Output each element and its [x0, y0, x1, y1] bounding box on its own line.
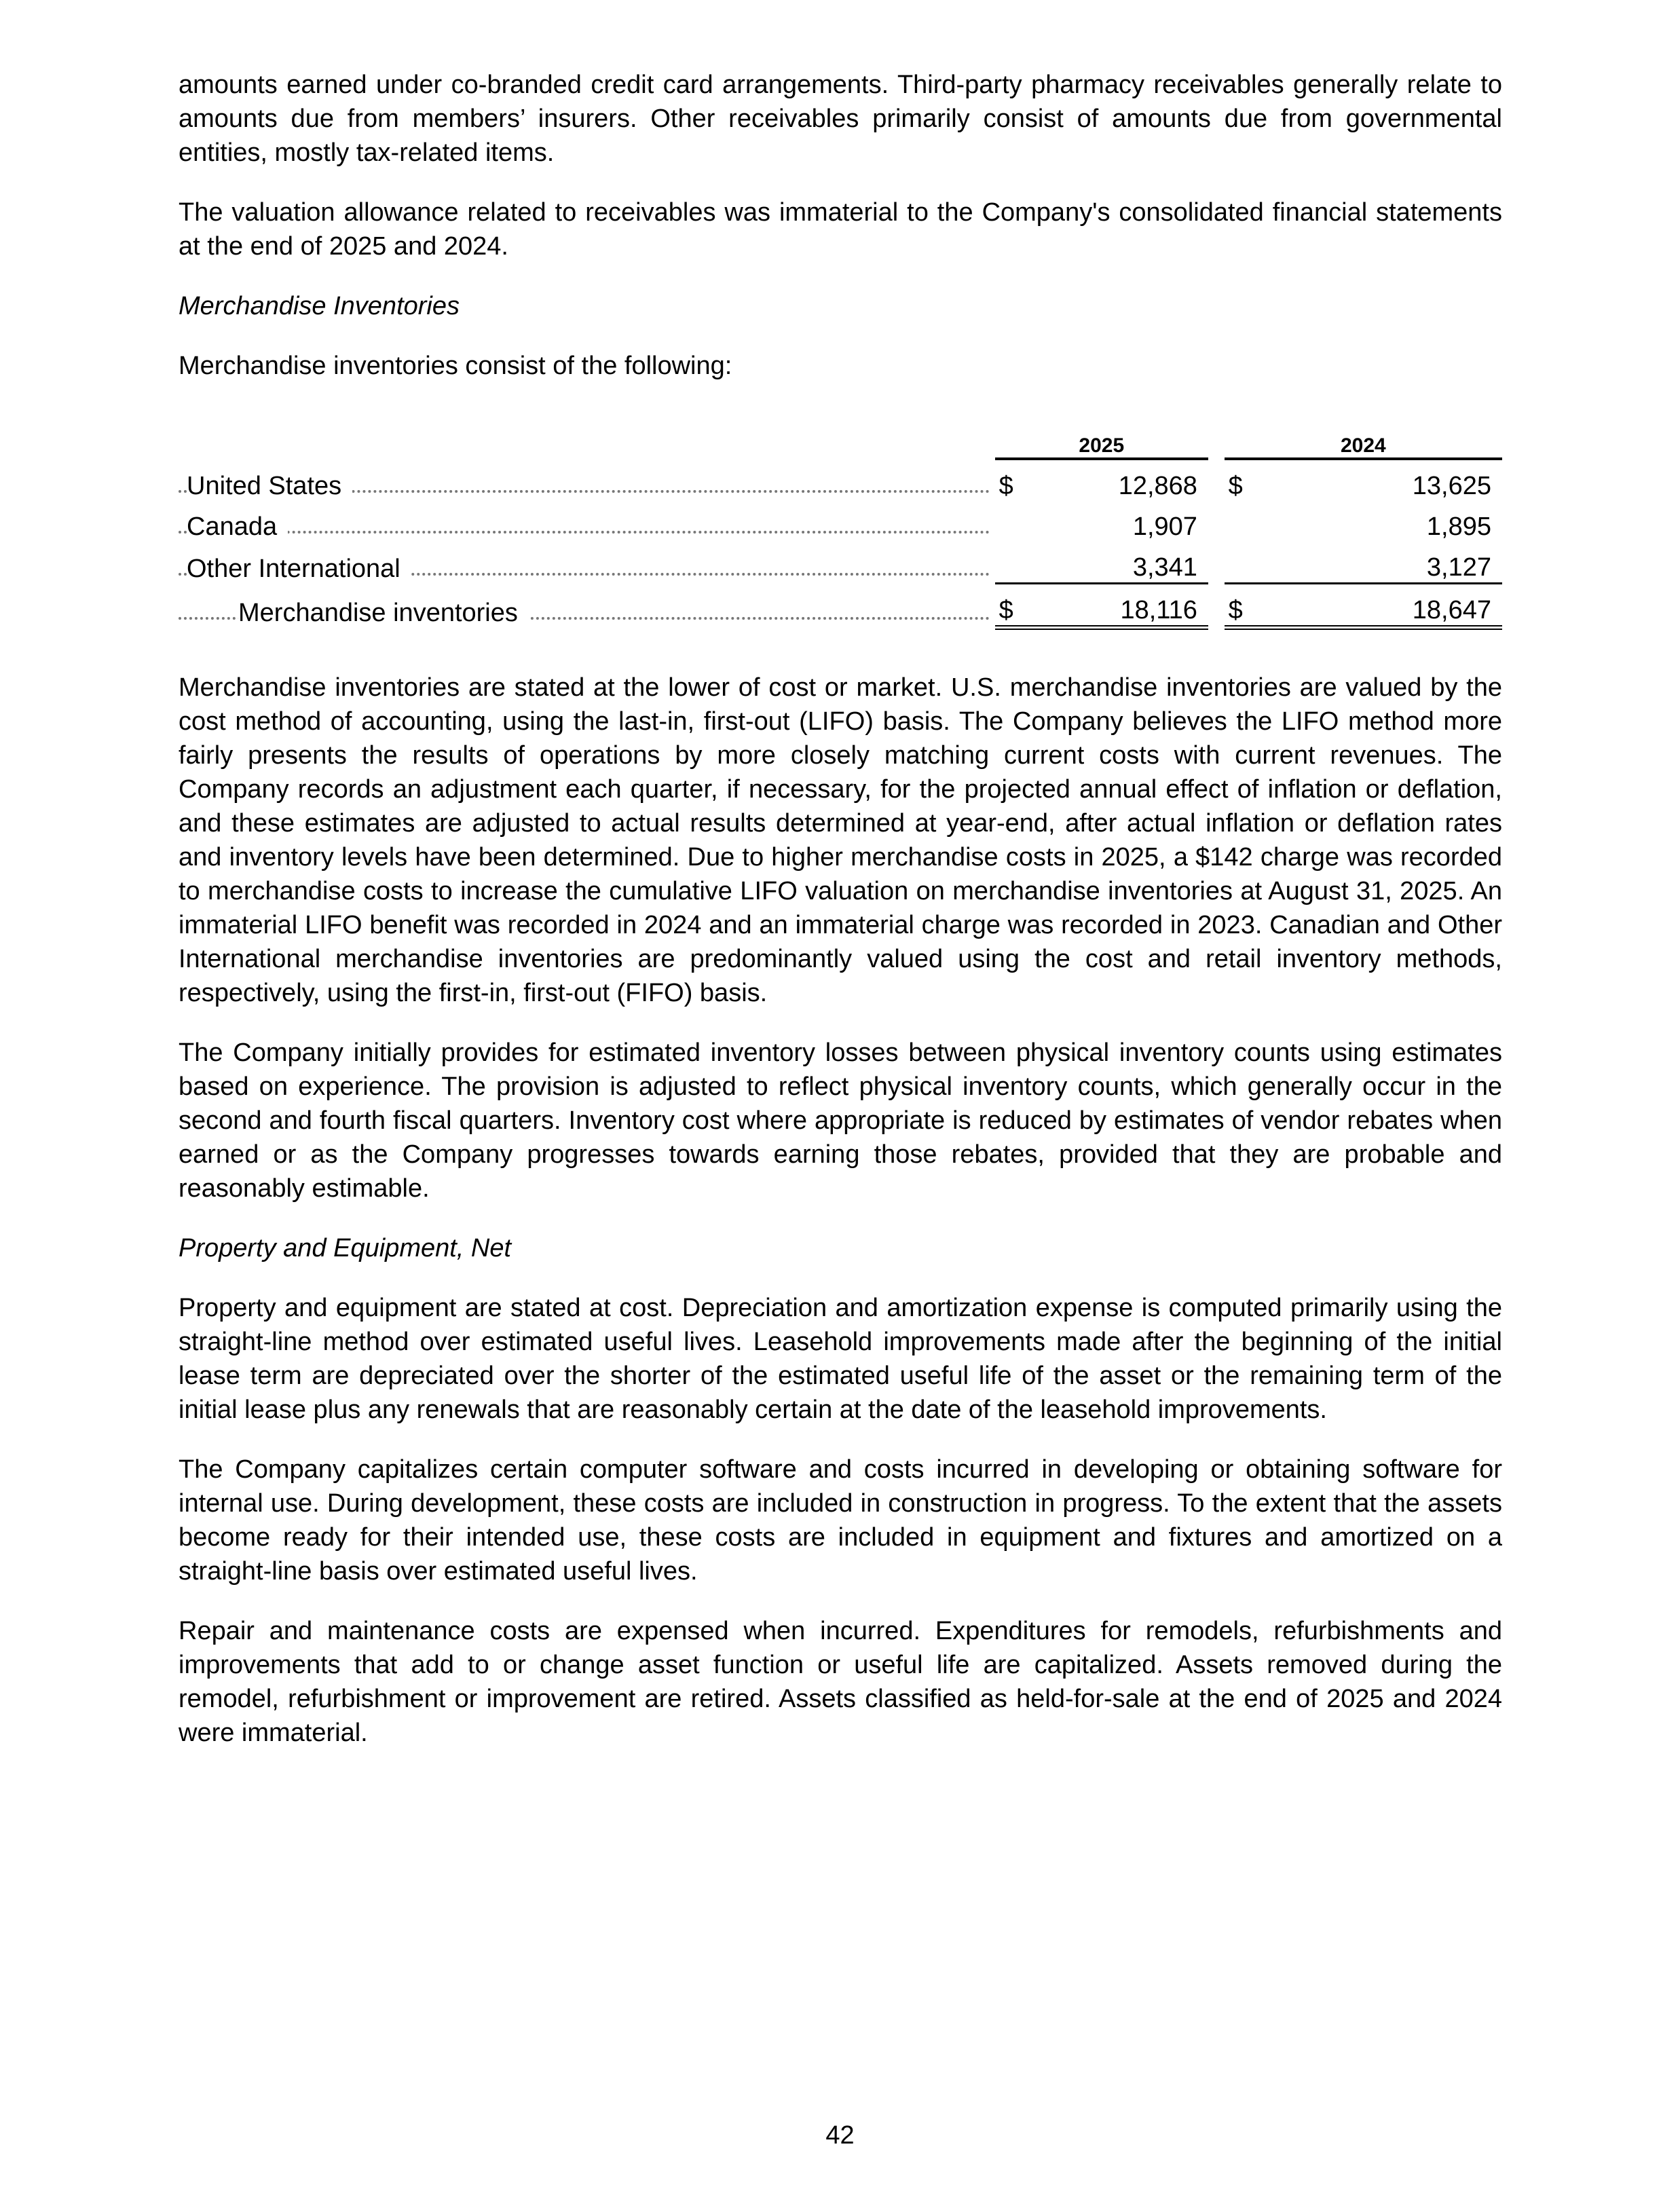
paragraph-valuation-allowance: The valuation allowance related to receivables was immaterial to the Company's consolidated financial statements at the end of 2025 and 2024. [179, 198, 1502, 261]
section-heading-property-equipment: Property and Equipment, Net [179, 1234, 512, 1262]
paragraph-property-cost: Property and equipment are stated at cost. Depreciation and amortization expense is computed primarily using the straight-line method over estimated useful lives. Leasehold improvements made after the beginning of the initial lease term are depreciated over the shorter of the estimated useful life of the asset or the remaining term of the initial lease plus any renewals that are reasonably certain at the date of the leasehold improvements. [179, 1294, 1502, 1424]
value-2024: 13,625 [1412, 472, 1491, 500]
paragraph-inventory-losses: The Company initially provides for estimated inventory losses between physical inventory counts using estimates based on experience. The provision is adjusted to reflect physical inventory counts, which generally occur in the second and fourth fiscal quarters. Inventory cost where appropriate is reduced by estimates of vendor rebates when earned or as the Company progresses towards earning those rebates, provided that they are probable and reasonably estimable. [179, 1039, 1502, 1203]
value-2024: 3,127 [1426, 553, 1491, 582]
table-row [179, 501, 1502, 542]
column-header-2025: 2025 [995, 417, 1208, 459]
value-2025: 3,341 [1132, 553, 1197, 582]
currency-symbol: $ [1225, 584, 1269, 628]
document-page [179, 68, 1502, 1776]
total-value-2025: 18,116 [1039, 584, 1208, 628]
paragraph-receivables-continued: amounts earned under co-branded credit card arrangements. Third-party pharmacy receivables generally relate to amounts due from members’ insurers. Other receivables primarily consist of amounts due from governmental entities, mostly tax-related items. [179, 71, 1502, 167]
value-2024: 1,895 [1426, 512, 1491, 541]
dot-leader [179, 531, 990, 534]
currency-symbol: $ [998, 472, 1013, 500]
paragraph-repair-maintenance: Repair and maintenance costs are expensed when incurred. Expenditures for remodels, refurbishments and improvements that add to or change asset function or useful life are capitalized. Assets removed during the remodel, refurbishment or improvement are retired. Assets classified as held-for-sale at the end of 2025 and 2024 were immaterial. [179, 1617, 1502, 1747]
row-label-merchandise-inventories-total: Merchandise inventories [238, 599, 529, 627]
table-row [179, 542, 1502, 584]
page-number: 42 [825, 2121, 855, 2150]
value-2025: 1,907 [1132, 512, 1197, 541]
section-heading-merchandise-inventories: Merchandise Inventories [179, 292, 460, 320]
paragraph-lifo-valuation: Merchandise inventories are stated at the lower of cost or market. U.S. merchandise inventories are valued by the cost method of accounting, using the last-in, first-out (LIFO) basis. The Company believes the LIFO method more fairly presents the results of operations by more closely matching current costs with current revenues. The Company records an adjustment each quarter, if necessary, for the projected annual effect of inflation or deflation, and these estimates are adjusted to actual results determined at year-end, after actual inflation or deflation rates and inventory levels have been determined. Due to higher merchandise costs in 2025, a $142 charge was recorded to merchandise costs to increase the cumulative LIFO valuation on merchandise inventories at August 31, 2025. An immaterial LIFO benefit was recorded in 2024 and an immaterial charge was recorded in 2023. Canadian and Other International merchandise inventories are predominantly valued using the cost and retail inventory methods, respectively, using the first-in, first-out (FIFO) basis. [179, 673, 1502, 1007]
row-label-united-states: United States [187, 472, 352, 500]
row-label-canada: Canada [187, 512, 288, 541]
merchandise-inventories-table [179, 417, 1502, 630]
currency-symbol: $ [995, 584, 1040, 628]
paragraph-software-capitalization: The Company capitalizes certain computer software and costs incurred in developing or obtaining software for internal use. During development, these costs are included in construction in progress. To the extent that the assets become ready for their intended use, these costs are included in equipment and fixtures and amortized on a straight-line basis over estimated useful lives. [179, 1455, 1502, 1586]
table-row [179, 459, 1502, 501]
table-header-row [179, 417, 1502, 459]
value-2025: 12,868 [1118, 472, 1197, 500]
column-header-2024: 2024 [1225, 417, 1502, 459]
currency-symbol: $ [1228, 472, 1243, 500]
table-total-row [179, 584, 1502, 628]
total-value-2024: 18,647 [1269, 584, 1502, 628]
row-label-other-international: Other International [187, 555, 411, 583]
paragraph-inventories-intro: Merchandise inventories consist of the following: [179, 352, 732, 380]
